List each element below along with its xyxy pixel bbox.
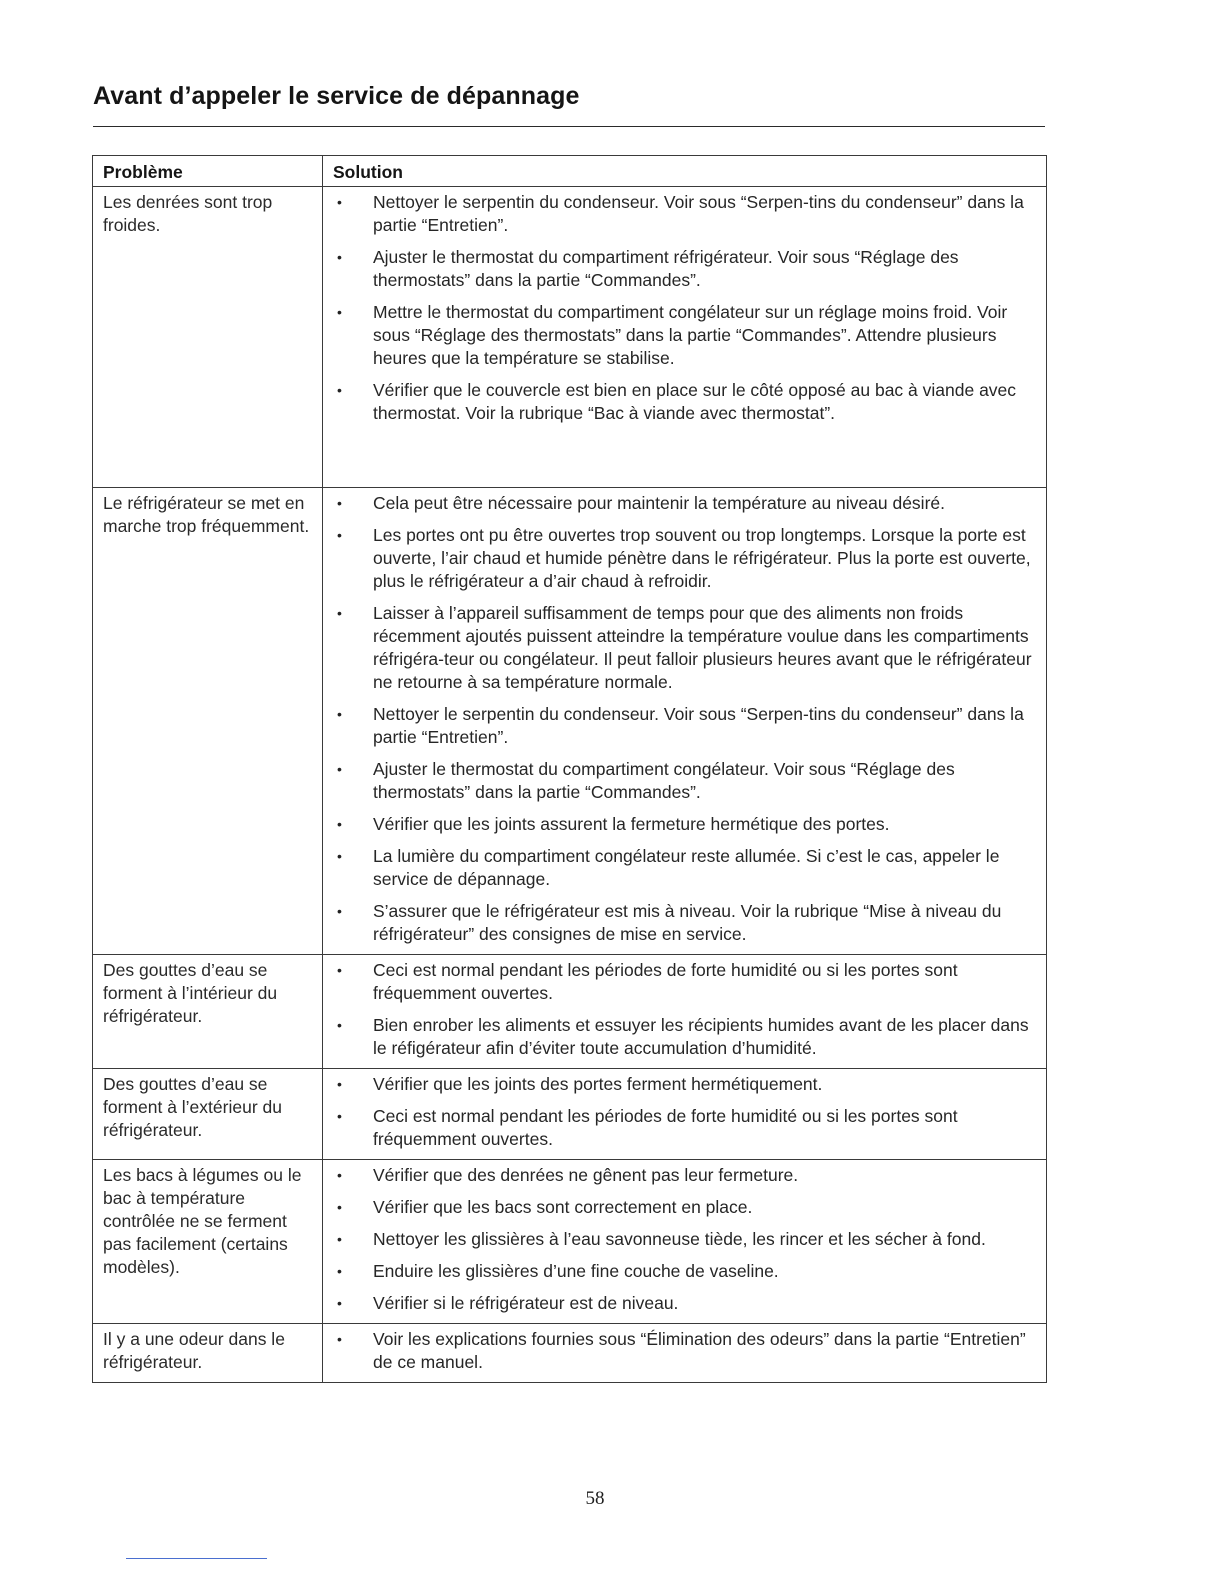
solution-item — [333, 845, 1032, 891]
problem-cell: Des gouttes d’eau se forment à l’extérieur du réfrigérateur. — [93, 1069, 323, 1160]
solution-item — [333, 1292, 1032, 1315]
solution-list — [333, 959, 1032, 1060]
problem-cell: Les bacs à légumes ou le bac à température contrôlée ne se ferment pas facilement (certains modèles). — [93, 1160, 323, 1324]
solution-item — [333, 959, 1032, 1005]
solution-cell — [323, 955, 1047, 1069]
table-row — [93, 1324, 1047, 1383]
problem-cell: Il y a une odeur dans le réfrigérateur. — [93, 1324, 323, 1383]
solution-item — [333, 813, 1032, 836]
bullet-icon: • — [337, 1231, 342, 1247]
solution-item — [333, 1260, 1032, 1283]
solution-item — [333, 1014, 1032, 1060]
bullet-icon: • — [337, 1331, 342, 1347]
solution-item — [333, 758, 1032, 804]
table-header-row — [93, 156, 1047, 187]
table-row — [93, 1069, 1047, 1160]
solution-list — [333, 492, 1032, 946]
solution-item — [333, 1105, 1032, 1151]
solution-text: Cela peut être nécessaire pour maintenir la température au niveau désiré. — [373, 493, 945, 513]
solution-list — [333, 1164, 1032, 1315]
bullet-icon: • — [337, 903, 342, 919]
solution-text: Ajuster le thermostat du compartiment réfrigérateur. Voir sous “Réglage des thermostats” dans la partie “Commandes”. — [373, 247, 959, 290]
header-solution: Solution — [323, 156, 1047, 187]
bullet-icon: • — [337, 1108, 342, 1124]
solution-text: Nettoyer le serpentin du condenseur. Voir sous “Serpen-tins du condenseur” dans la partie “Entretien”. — [373, 704, 1024, 747]
bullet-icon: • — [337, 1076, 342, 1092]
solution-text: Vérifier que les joints assurent la fermeture hermétique des portes. — [373, 814, 890, 834]
solution-item — [333, 602, 1032, 694]
footer-divider — [126, 1558, 267, 1559]
solution-item — [333, 1164, 1032, 1187]
solution-item — [333, 191, 1032, 237]
bullet-icon: • — [337, 1263, 342, 1279]
solution-item — [333, 900, 1032, 946]
solution-item — [333, 1328, 1032, 1374]
solution-item — [333, 703, 1032, 749]
bullet-icon: • — [337, 848, 342, 864]
solution-text: Ceci est normal pendant les périodes de forte humidité ou si les portes sont fréquemment ouvertes. — [373, 960, 958, 1003]
solution-item — [333, 492, 1032, 515]
bullet-icon: • — [337, 706, 342, 722]
solution-text: Ajuster le thermostat du compartiment congélateur. Voir sous “Réglage des thermostats” dans la partie “Commandes”. — [373, 759, 955, 802]
bullet-icon: • — [337, 962, 342, 978]
solution-text: Voir les explications fournies sous “Élimination des odeurs” dans la partie “Entretien” de ce manuel. — [373, 1329, 1026, 1372]
bullet-icon: • — [337, 605, 342, 621]
solution-text: Ceci est normal pendant les périodes de forte humidité ou si les portes sont fréquemment ouvertes. — [373, 1106, 958, 1149]
solution-item — [333, 1073, 1032, 1096]
bullet-icon: • — [337, 1017, 342, 1033]
bullet-icon: • — [337, 382, 342, 398]
solution-item — [333, 379, 1032, 425]
solution-item — [333, 301, 1032, 370]
bullet-icon: • — [337, 249, 342, 265]
bullet-icon: • — [337, 1199, 342, 1215]
table-row — [93, 1160, 1047, 1324]
solution-text: Mettre le thermostat du compartiment congélateur sur un réglage moins froid. Voir sous “Réglage des thermostats” dans la partie “Commandes”. Attendre plusieurs heures que la température se stabilise. — [373, 302, 1008, 368]
solution-text: Vérifier que les bacs sont correctement en place. — [373, 1197, 753, 1217]
bullet-icon: • — [337, 495, 342, 511]
table-row — [93, 488, 1047, 955]
solution-text: Vérifier si le réfrigérateur est de niveau. — [373, 1293, 679, 1313]
solution-item — [333, 1228, 1032, 1251]
solution-text: Laisser à l’appareil suffisamment de temps pour que des aliments non froids récemment ajoutés puissent atteindre la température voulue dans les compartiments réfrigéra-teur ou congélateur. Il peut falloir plusieurs heures avant que le réfrigérateur ne retourne à sa température normale. — [373, 603, 1032, 692]
bullet-icon: • — [337, 1295, 342, 1311]
solution-text: Les portes ont pu être ouvertes trop souvent ou trop longtemps. Lorsque la porte est ouverte, l’air chaud et humide pénètre dans le réfrigérateur. Plus la porte est ouverte, plus le réfrigérateur a d’air chaud à refroidir. — [373, 525, 1031, 591]
solution-cell — [323, 1160, 1047, 1324]
solution-cell — [323, 187, 1047, 488]
table-row — [93, 955, 1047, 1069]
solution-list — [333, 191, 1032, 425]
solution-cell — [323, 1324, 1047, 1383]
solution-text: S’assurer que le réfrigérateur est mis à niveau. Voir la rubrique “Mise à niveau du réfrigérateur” des consignes de mise en service. — [373, 901, 1002, 944]
bullet-icon: • — [337, 304, 342, 320]
solution-text: Vérifier que le couvercle est bien en place sur le côté opposé au bac à viande avec thermostat. Voir la rubrique “Bac à viande avec thermostat”. — [373, 380, 1017, 423]
solution-text: La lumière du compartiment congélateur reste allumée. Si c’est le cas, appeler le service de dépannage. — [373, 846, 1000, 889]
title-divider — [93, 126, 1045, 127]
bullet-icon: • — [337, 816, 342, 832]
bullet-icon: • — [337, 194, 342, 210]
solution-item — [333, 1196, 1032, 1219]
solution-text: Vérifier que les joints des portes ferment hermétiquement. — [373, 1074, 823, 1094]
page-number: 58 — [585, 1488, 605, 1509]
troubleshooting-table — [92, 155, 1047, 1383]
solution-text: Vérifier que des denrées ne gênent pas leur fermeture. — [373, 1165, 799, 1185]
solution-list — [333, 1073, 1032, 1151]
problem-cell: Le réfrigérateur se met en marche trop fréquemment. — [93, 488, 323, 955]
bullet-icon: • — [337, 1167, 342, 1183]
problem-cell: Des gouttes d’eau se forment à l’intérieur du réfrigérateur. — [93, 955, 323, 1069]
problem-cell: Les denrées sont trop froides. — [93, 187, 323, 488]
table-row — [93, 187, 1047, 488]
solution-text: Bien enrober les aliments et essuyer les récipients humides avant de les placer dans le réfigérateur afin d’éviter toute accumulation d’humidité. — [373, 1015, 1029, 1058]
solution-text: Enduire les glissières d’une fine couche de vaseline. — [373, 1261, 779, 1281]
solution-item — [333, 524, 1032, 593]
solution-list — [333, 1328, 1032, 1374]
page-title: Avant d’appeler le service de dépannage — [93, 82, 580, 110]
header-problem: Problème — [93, 156, 323, 187]
solution-cell — [323, 1069, 1047, 1160]
bullet-icon: • — [337, 761, 342, 777]
bullet-icon: • — [337, 527, 342, 543]
solution-cell — [323, 488, 1047, 955]
solution-text: Nettoyer les glissières à l’eau savonneuse tiède, les rincer et les sécher à fond. — [373, 1229, 986, 1249]
solution-item — [333, 246, 1032, 292]
table-body — [93, 187, 1047, 1383]
solution-text: Nettoyer le serpentin du condenseur. Voir sous “Serpen-tins du condenseur” dans la partie “Entretien”. — [373, 192, 1024, 235]
